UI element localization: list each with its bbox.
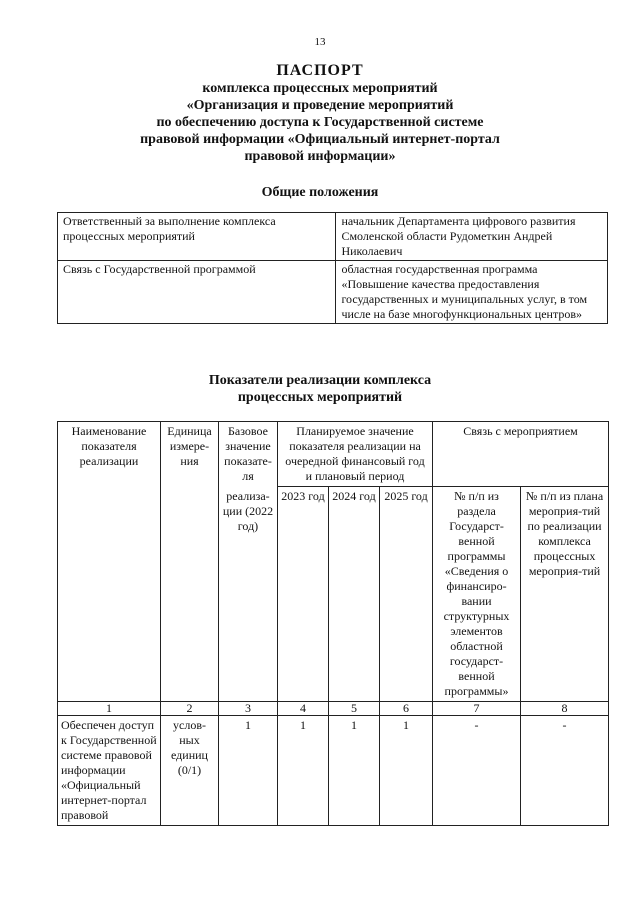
header-base-cont: реализа-ции (2022 год) (219, 487, 278, 702)
general-label: Связь с Государственной программой (58, 261, 336, 324)
indicator-name: Обеспечен доступ к Государственной системе правовой информации «Официальный интернет-портал правовой (58, 716, 161, 826)
indicators-heading-line: Показатели реализации комплекса (208, 373, 432, 388)
column-number: 1 (58, 702, 161, 716)
indicator-link-program: - (433, 716, 521, 826)
page-number: 13 (314, 36, 326, 48)
table-row (58, 213, 608, 261)
header-year-2025: 2025 год (380, 487, 433, 702)
title-line: правовой информации «Официальный интернет-портал (140, 132, 500, 147)
general-table (57, 212, 608, 324)
header-year-2024: 2024 год (329, 487, 380, 702)
indicators-table (57, 421, 609, 826)
column-number: 8 (521, 702, 609, 716)
table-row (58, 716, 609, 826)
general-section-heading: Общие положения (261, 185, 379, 200)
general-value: областная государственная программа «Повышение качества предоставления государственных и муниципальных услуг, в том числе на базе многофункциональных центров» (336, 261, 608, 324)
title-main: ПАСПОРТ (276, 62, 364, 79)
header-link-program: № п/п из раздела Государст-венной программы «Сведения о финансиро-вании структурных элементов областной государст-венной программы» (433, 487, 521, 702)
header-planned: Планируемое значение показателя реализации на очередной финансовый год и плановый период (278, 422, 433, 487)
header-base: Базовое значение показате-ля (219, 422, 278, 487)
header-row (58, 422, 609, 487)
indicators-section-heading (0, 372, 640, 406)
indicator-2023: 1 (278, 716, 329, 826)
header-year-2023: 2023 год (278, 487, 329, 702)
passport-title (0, 62, 640, 165)
title-line: правовой информации» (244, 149, 396, 164)
general-value: начальник Департамента цифрового развития Смоленской области Рудометкин Андрей Николаевич (336, 213, 608, 261)
title-line: «Организация и проведение мероприятий (186, 98, 454, 113)
title-line: по обеспечению доступа к Государственной системе (156, 115, 484, 130)
table-row (58, 261, 608, 324)
indicator-base: 1 (219, 716, 278, 826)
title-line: комплекса процессных мероприятий (202, 81, 438, 96)
column-number: 6 (380, 702, 433, 716)
column-number: 5 (329, 702, 380, 716)
header-unit: Единица измере-ния (161, 422, 219, 702)
header-link-plan: № п/п из плана мероприя-тий по реализации комплекса процессных мероприя-тий (521, 487, 609, 702)
column-number: 3 (219, 702, 278, 716)
column-number: 4 (278, 702, 329, 716)
column-number: 2 (161, 702, 219, 716)
header-name: Наименование показателя реализации (58, 422, 161, 702)
column-number: 7 (433, 702, 521, 716)
indicator-link-plan: - (521, 716, 609, 826)
indicators-heading-line: процессных мероприятий (237, 390, 403, 405)
indicator-2025: 1 (380, 716, 433, 826)
header-link: Связь с мероприятием (433, 422, 609, 487)
general-label: Ответственный за выполнение комплекса процессных мероприятий (58, 213, 336, 261)
indicator-2024: 1 (329, 716, 380, 826)
indicator-unit: услов-ных единиц (0/1) (161, 716, 219, 826)
column-numbers-row (58, 702, 609, 716)
